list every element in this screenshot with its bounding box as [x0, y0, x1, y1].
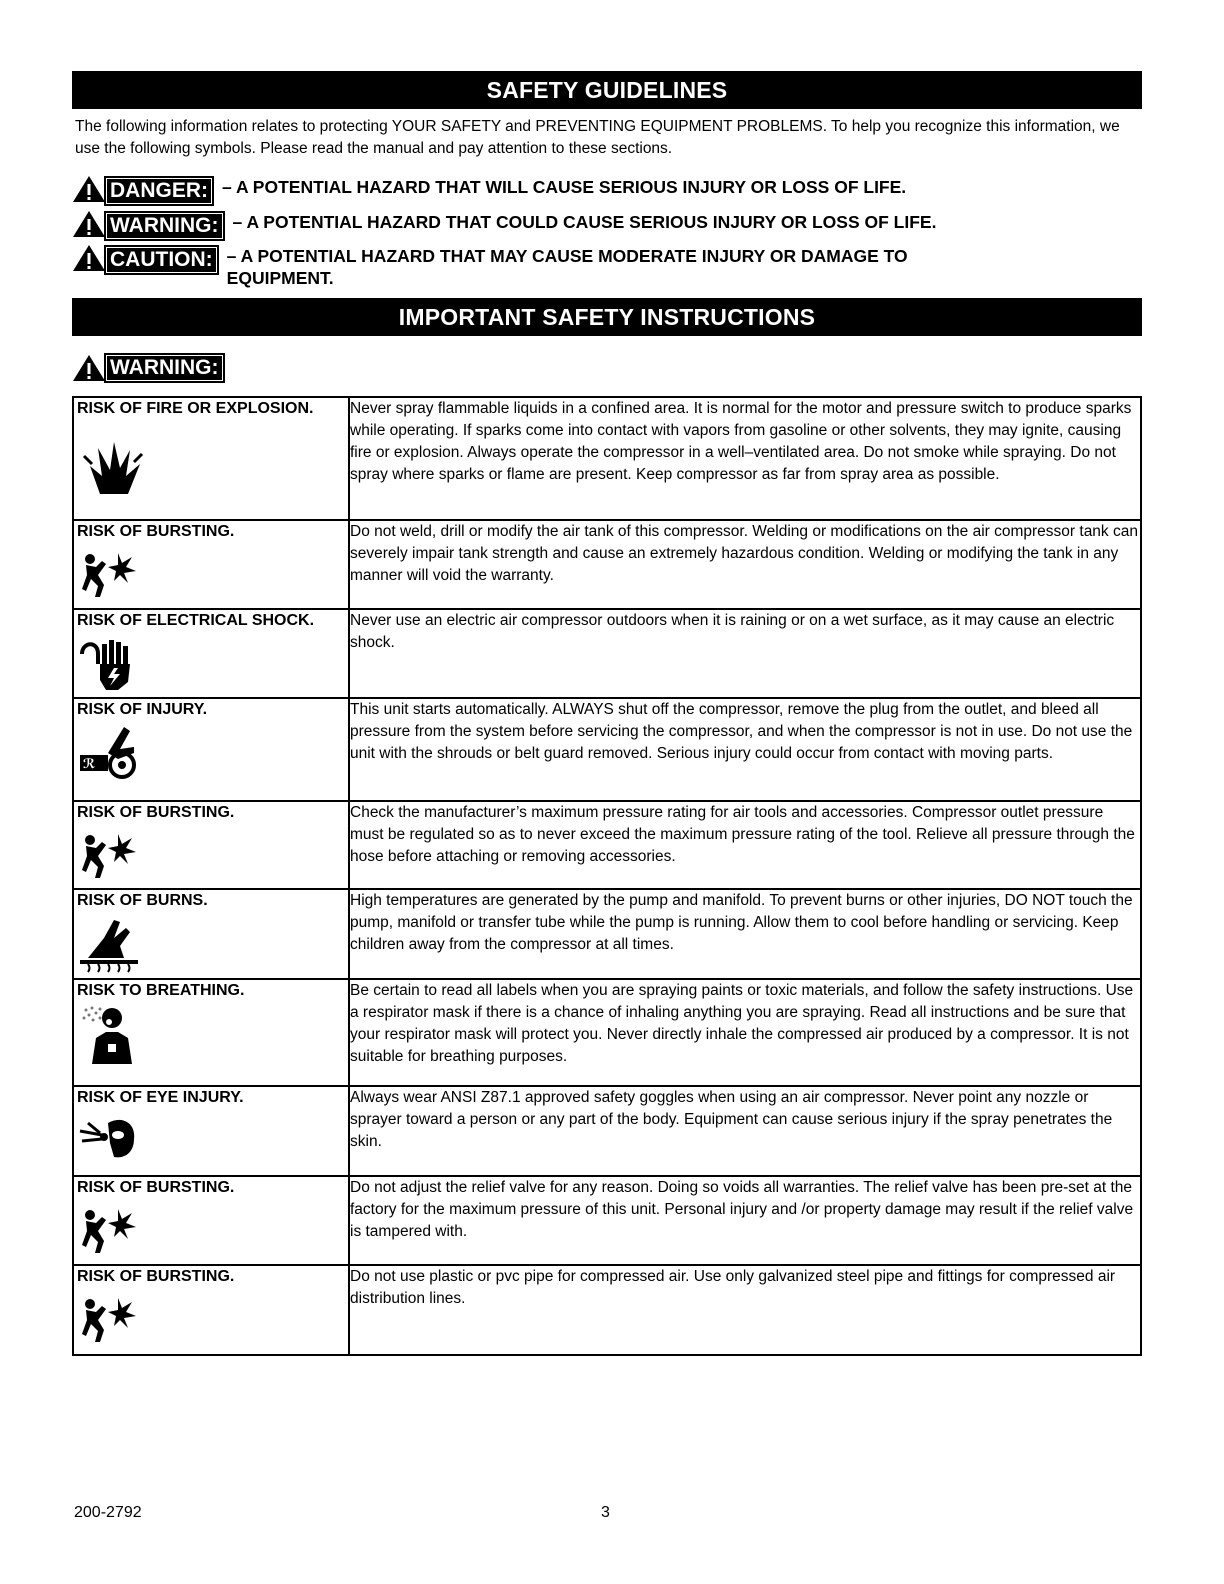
warning-triangle-icon [72, 175, 106, 203]
fire-explosion-icon [78, 436, 148, 496]
risk-row [73, 801, 1141, 889]
risk-description: Always wear ANSI Z87.1 approved safety goggles when using an air compressor. Never point any nozzle or sprayer toward a person or any part of the body. Equipment can cause serious injury if the spray penetrates the skin. [349, 1086, 1141, 1176]
risk-hazard-cell [73, 801, 349, 889]
risk-description: Never use an electric air compressor outdoors when it is raining or on a wet surface, as it may cause an electric shock. [349, 609, 1141, 698]
danger-text: – A POTENTIAL HAZARD THAT WILL CAUSE SERIOUS INJURY OR LOSS OF LIFE. [222, 177, 907, 197]
eye-injury-icon [78, 1113, 138, 1161]
caution-definition [72, 245, 1017, 289]
risk-title: RISK OF INJURY. [77, 701, 208, 718]
risk-row [73, 1176, 1141, 1265]
document-number: 200-2792 [74, 1504, 142, 1521]
bursting-icon [78, 1296, 138, 1344]
risk-hazard-cell [73, 1176, 349, 1265]
risk-hazard-cell [73, 520, 349, 609]
risk-description: High temperatures are generated by the pump and manifold. To prevent burns or other injuries, DO NOT touch the pump, manifold or transfer tube while the pump is running. Allow them to cool before handling or servicing. Keep children away from the compressor at all times. [349, 889, 1141, 979]
important-safety-instructions-banner: IMPORTANT SAFETY INSTRUCTIONS [72, 298, 1142, 336]
risk-hazard-cell [73, 397, 349, 520]
risk-row [73, 1265, 1141, 1355]
safety-guidelines-banner: SAFETY GUIDELINES [72, 71, 1142, 109]
risk-row [73, 889, 1141, 979]
risk-title: RISK OF BURSTING. [77, 523, 235, 540]
risk-title: RISK OF FIRE OR EXPLOSION. [77, 400, 314, 417]
danger-badge: DANGER: [104, 176, 214, 206]
caution-badge: CAUTION: [104, 245, 219, 275]
risk-description: This unit starts automatically. ALWAYS shut off the compressor, remove the plug from the outlet, and bleed all pressure from the system before servicing the compressor, and when the compressor is not in use. Do not use the unit with the shrouds or belt guard removed. Serious injury could occur from contact with moving parts. [349, 698, 1141, 801]
risk-title: RISK OF BURSTING. [77, 804, 235, 821]
risk-row [73, 609, 1141, 698]
risk-description: Be certain to read all labels when you are spraying paints or toxic materials, and follow the safety instructions. Use a respirator mask if there is a chance of inhaling anything you are spraying. Read all instructions and be sure that your respirator mask will protect you. Never directly inhale the compressed air produced by a compressor. It is not suitable for breathing purposes. [349, 979, 1141, 1086]
moving-parts-icon [78, 723, 142, 781]
risk-title: RISK OF BURNS. [77, 892, 208, 909]
risk-title: RISK OF BURSTING. [77, 1268, 235, 1285]
warning-triangle-icon [72, 244, 106, 272]
risk-title: RISK OF BURSTING. [77, 1179, 235, 1196]
risk-title: RISK OF ELECTRICAL SHOCK. [77, 612, 315, 629]
risk-hazard-cell [73, 979, 349, 1086]
danger-definition [72, 176, 906, 206]
risk-row [73, 1086, 1141, 1176]
risk-hazard-cell [73, 609, 349, 698]
risk-table [72, 396, 1142, 1356]
bursting-icon [78, 832, 138, 880]
warning-definition [72, 211, 936, 241]
risk-title: RISK TO BREATHING. [77, 982, 245, 999]
warning-triangle-icon [72, 210, 106, 238]
warning-heading [72, 353, 225, 383]
page-number: 3 [601, 1504, 610, 1521]
risk-hazard-cell [73, 1086, 349, 1176]
risk-description: Do not adjust the relief valve for any reason. Doing so voids all warranties. The relief valve has been pre-set at the factory for the maximum pressure of this unit. Personal injury and /or property damage may result if the relief valve is tampered with. [349, 1176, 1141, 1265]
risk-hazard-cell [73, 889, 349, 979]
svg-text:ℛ: ℛ [83, 757, 96, 772]
risk-row [73, 397, 1141, 520]
bursting-icon [78, 551, 138, 599]
risk-description: Never spray flammable liquids in a confined area. It is normal for the motor and pressure switch to produce sparks while operating. If sparks come into contact with vapors from gasoline or other solvents, they may ignite, causing fire or explosion. Always operate the compressor in a well–ventilated area. Do not smoke while spraying. Do not spray where sparks or flame are present. Keep compressor as far from spray area as possible. [349, 397, 1141, 520]
risk-row [73, 698, 1141, 801]
warning-text: – A POTENTIAL HAZARD THAT COULD CAUSE SERIOUS INJURY OR LOSS OF LIFE. [232, 212, 937, 232]
hot-surface-icon [78, 914, 142, 976]
intro-paragraph: The following information relates to protecting YOUR SAFETY and PREVENTING EQUIPMENT PROBLEMS. To help you recognize this information, we use the following symbols. Please read the manual and pay attention to these sections. [75, 118, 1120, 157]
risk-title: RISK OF EYE INJURY. [77, 1089, 244, 1106]
risk-row [73, 979, 1141, 1086]
risk-hazard-cell [73, 698, 349, 801]
breathing-icon [78, 1004, 142, 1066]
risk-description: Do not weld, drill or modify the air tank of this compressor. Welding or modifications on the air compressor tank can severely impair tank strength and cause an extremely hazardous condition. Welding or modifying the tank in any manner will void the warranty. [349, 520, 1141, 609]
electrical-shock-icon [78, 634, 138, 694]
risk-description: Do not use plastic or pvc pipe for compressed air. Use only galvanized steel pipe and fittings for compressed air distribution lines. [349, 1265, 1141, 1355]
warning-heading-badge: WARNING: [104, 353, 225, 383]
caution-text: – A POTENTIAL HAZARD THAT MAY CAUSE MODERATE INJURY OR DAMAGE TO EQUIPMENT. [226, 246, 908, 288]
warning-triangle-icon [72, 354, 106, 382]
risk-hazard-cell [73, 1265, 349, 1355]
risk-row [73, 520, 1141, 609]
bursting-icon [78, 1207, 138, 1255]
risk-description: Check the manufacturer’s maximum pressure rating for air tools and accessories. Compressor outlet pressure must be regulated so as to never exceed the maximum pressure rating of the tool. Relieve all pressure through the hose before attaching or removing accessories. [349, 801, 1141, 889]
warning-badge: WARNING: [104, 211, 225, 241]
